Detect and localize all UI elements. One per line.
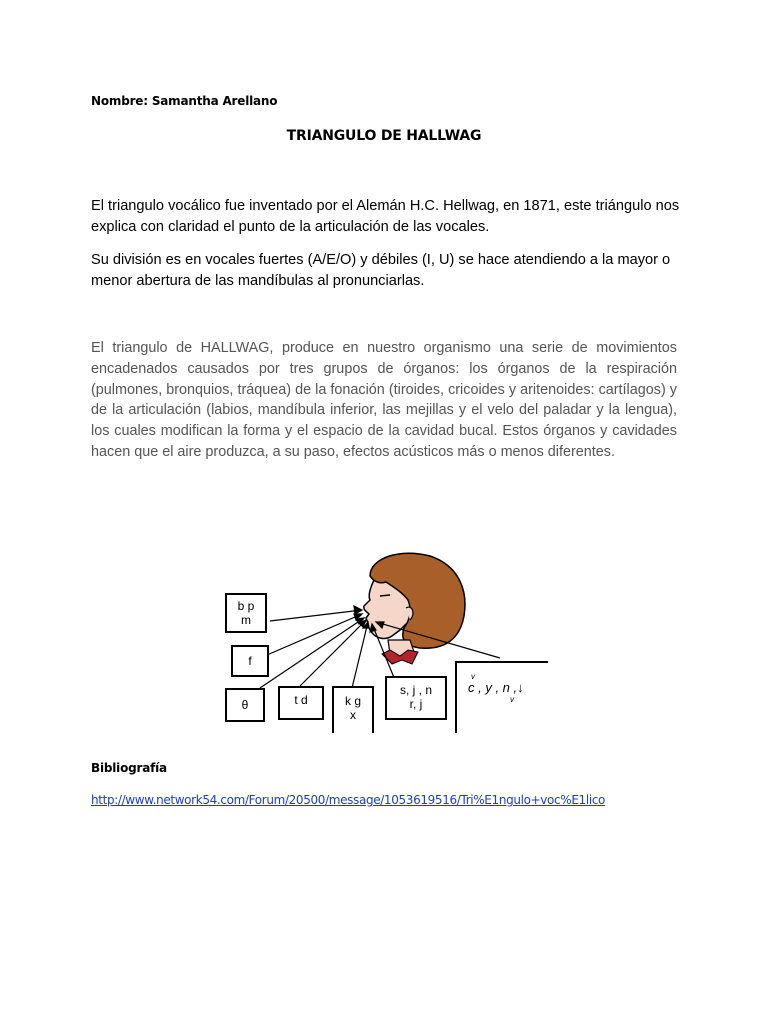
paragraph-organs: El triangulo de HALLWAG, produce en nuestro organismo una serie de movimientos encadenados causados por tres grupos de órganos: los órganos de la respiración (pulmones, bronquios, tráquea) de la fonación (tiroides, cricoides y aritenoides: cartílagos) y de la articulación (labios, mandíbula inferior, las mejillas y el velo del paladar y la lengua), los cuales modifican la forma y el espacio de la cavidad bucal. Estos órganos y cavidades hacen que el aire produzca, a su paso, efectos acústicos más o menos diferentes.	[91, 340, 677, 460]
box-bilabial-line1: b p	[237, 599, 255, 613]
box-bilabial	[225, 593, 267, 633]
paragraph-intro: El triangulo vocálico fue inventado por el Alemán H.C. Hellwag, en 1871, este triángulo nos explica con claridad el punto de la articulación de las vocales.	[91, 198, 680, 235]
box-interdental	[225, 688, 265, 722]
box-dental	[278, 686, 324, 720]
articulation-diagram	[220, 548, 550, 733]
box-velar	[332, 686, 374, 733]
box-velar-line2: x	[350, 708, 356, 722]
box-alveolar	[385, 676, 447, 720]
page-title: TRIANGULO DE HALLWAG	[286, 128, 482, 144]
box-interdental-label: θ	[241, 698, 249, 712]
box-labiodental	[231, 645, 269, 677]
box-palatal	[468, 672, 548, 704]
author-name: Nombre: Samantha Arellano	[91, 94, 278, 108]
box-bilabial-line2: m	[241, 613, 251, 627]
box-alveolar-line1: s, j , n	[399, 683, 432, 697]
box-palatal-mark-top: v	[471, 672, 475, 681]
box-velar-line1: k g	[344, 694, 361, 708]
box-dental-label: t d	[294, 693, 308, 707]
bibliography-heading: Bibliografía	[91, 761, 167, 775]
box-palatal-mark-bottom: v	[510, 695, 514, 704]
box-labiodental-label: f	[248, 654, 252, 668]
paragraph-division: Su división es en vocales fuertes (A/E/O) y débiles (I, U) se hace atendiendo a la mayor o menor abertura de las mandíbulas al pronunciarlas.	[91, 252, 671, 289]
box-palatal-label: c , y , n ,↓	[468, 680, 524, 695]
box-alveolar-line2: r, j	[409, 697, 423, 711]
bibliography-link[interactable]: http://www.network54.com/Forum/20500/message/1053619516/Tri%E1ngulo+voc%E1lico	[91, 793, 606, 807]
